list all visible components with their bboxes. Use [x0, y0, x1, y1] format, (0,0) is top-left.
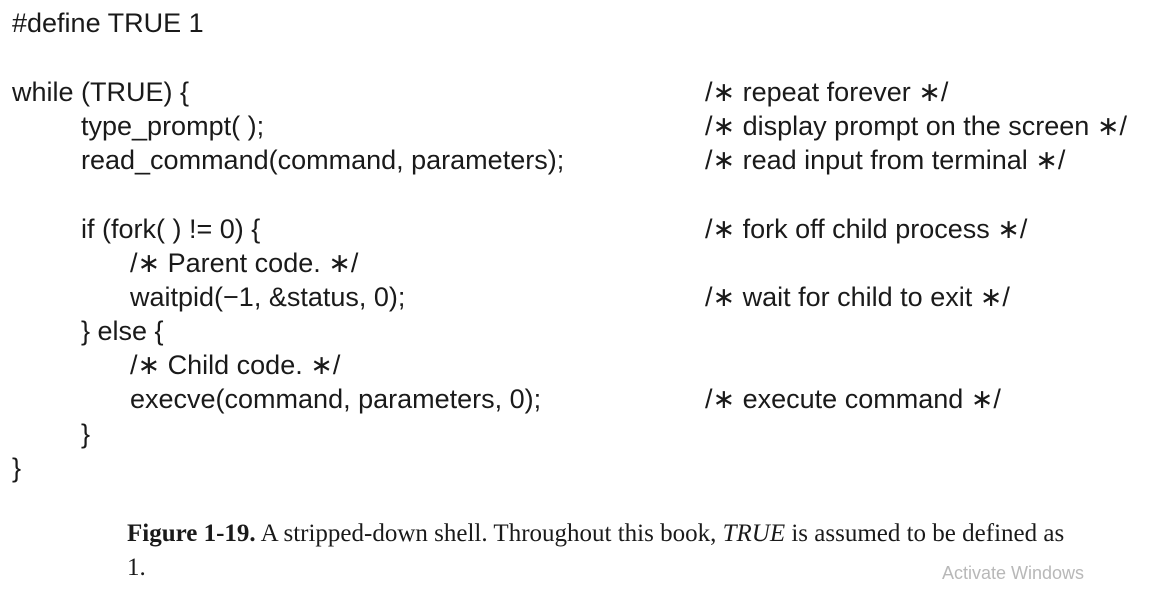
code-line-execve: execve(command, parameters, 0); — [130, 384, 542, 414]
code-line-while: while (TRUE) { — [12, 77, 190, 107]
caption-italic-true: TRUE — [722, 520, 786, 547]
code-line-else: } else { — [81, 316, 164, 346]
figure-label: Figure 1-19. — [127, 520, 256, 547]
code-line-define: #define TRUE 1 — [12, 8, 204, 38]
code-line-if-fork: if (fork( ) != 0) { — [81, 214, 261, 244]
code-line-waitpid: waitpid(−1, &status, 0); — [130, 282, 406, 312]
code-line-type-prompt: type_prompt( ); — [81, 111, 265, 141]
activate-windows-watermark: Activate Windows — [942, 563, 1085, 583]
comment-fork-child: /∗ fork off child process ∗/ — [705, 214, 1028, 244]
comment-wait-child: /∗ wait for child to exit ∗/ — [705, 282, 1010, 312]
caption-text-after: is assumed to be defined as 1. — [127, 520, 1065, 581]
code-line-parent-comment: /∗ Parent code. ∗/ — [130, 248, 359, 278]
code-line-close-while: } — [12, 453, 22, 483]
comment-read-input: /∗ read input from terminal ∗/ — [705, 145, 1066, 175]
code-line-read-command: read_command(command, parameters); — [81, 145, 565, 175]
comment-execute-command: /∗ execute command ∗/ — [705, 384, 1001, 414]
comment-display-prompt: /∗ display prompt on the screen ∗/ — [705, 111, 1127, 141]
caption-text-before: A stripped-down shell. Throughout this book, — [260, 520, 717, 547]
comment-repeat-forever: /∗ repeat forever ∗/ — [705, 77, 949, 107]
code-line-close-if: } — [81, 419, 91, 449]
code-line-child-comment: /∗ Child code. ∗/ — [130, 350, 341, 380]
